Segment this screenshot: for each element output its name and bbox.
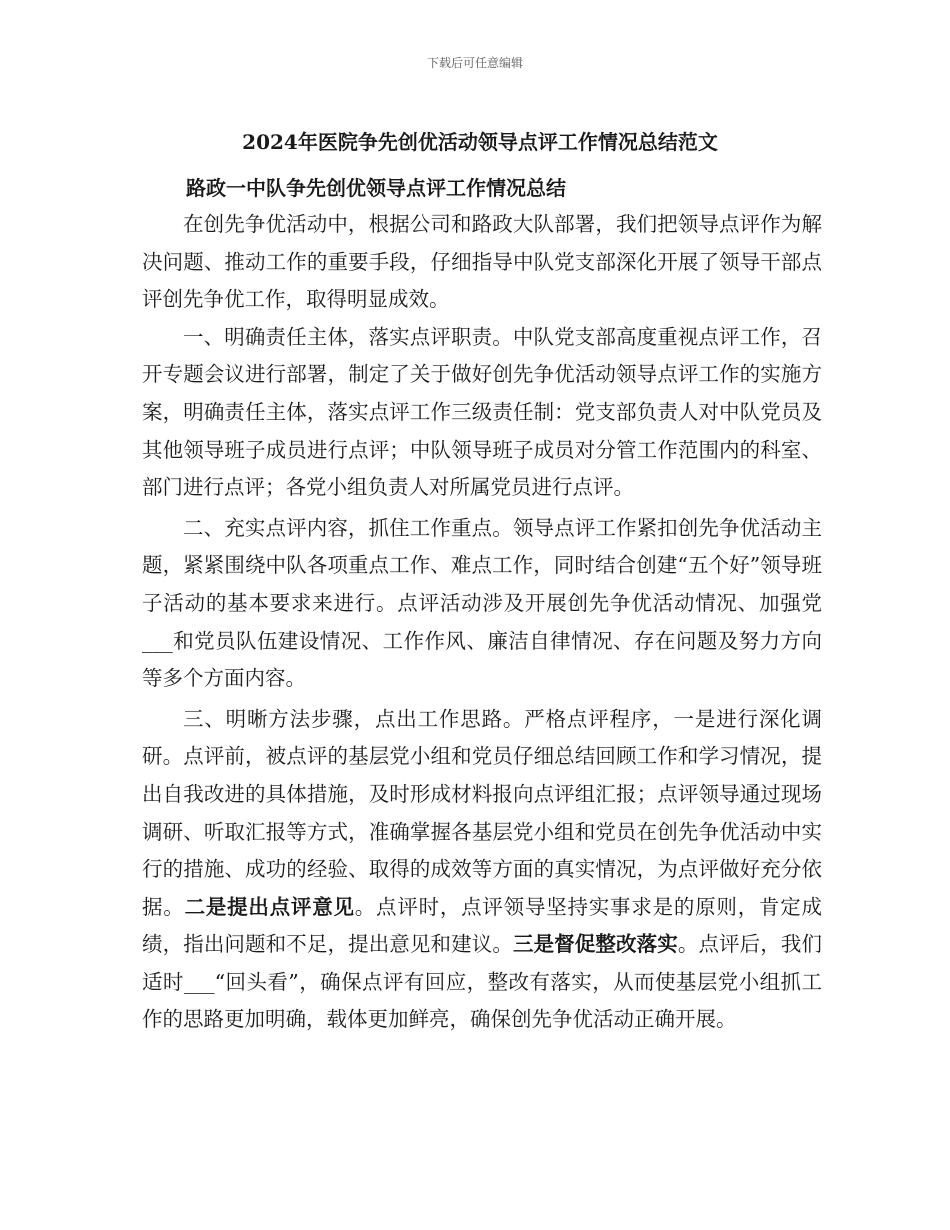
paragraph-point-three — [142, 701, 822, 1039]
bold-phrase: 三是督促整改落实 — [512, 932, 678, 957]
header-note: 下载后可任意编辑 — [426, 56, 523, 70]
paragraph-text: 。点评后，我们适时___“回头看”，确保点评有回应，整改有落实，从而使基层党小组抓工作的思路更加明确，载体更加鲜亮，确保创先争优活动正确开展。 — [142, 932, 822, 1032]
section-title: 路政一中队争先创优领导点评工作情况总结 — [186, 176, 566, 200]
paragraph-intro: 在创先争优活动中，根据公司和路政大队部署，我们把领导点评作为解决问题、推动工作的重要手段，仔细指导中队党支部深化开展了领导干部点评创先争优工作，取得明显成效。 — [142, 212, 822, 312]
document-body — [142, 206, 822, 1039]
paragraph-point-two: 二、充实点评内容，抓住工作重点。领导点评工作紧扣创先争优活动主题，紧紧围绕中队各项重点工作、难点工作，同时结合创建“五个好”领导班子活动的基本要求来进行。点评活动涉及开展创先争优活动情况、加强党___和党员队伍建设情况、工作作风、廉洁自律情况、存在问题及努力方向等多个方面内容。 — [142, 515, 822, 691]
document-title: 2024年医院争先创优活动领导点评工作情况总结范文 — [242, 130, 718, 154]
bold-phrase: 二是提出点评意见 — [184, 894, 355, 919]
paragraph-point-one: 一、明确责任主体，落实点评职责。中队党支部高度重视点评工作，召开专题会议进行部署，制定了关于做好创先争优活动领导点评工作的实施方案，明确责任主体，落实点评工作三级责任制：党支部负责人对中队党员及其他领导班子成员进行点评；中队领导班子成员对分管工作范围内的科室、部门进行点评；各党小组负责人对所属党员进行点评。 — [142, 324, 822, 500]
paragraph-text: 。点评时，点评领导坚持实事求是的原则，肯定成绩，指出问题和不足，提出意见和建议。 — [142, 894, 823, 957]
paragraph-text: 三、明晰方法步骤，点出工作思路。严格点评程序，一是进行深化调研。点评前，被点评的基层党小组和党员仔细总结回顾工作和学习情况，提出自我改进的具体措施，及时形成材料报向点评组汇报；点评领导通过现场调研、听取汇报等方式，准确掌握各基层党小组和党员在创先争优活动中实行的措施、成功的经验、取得的成效等方面的真实情况，为点评做好充分依据。 — [142, 706, 822, 919]
